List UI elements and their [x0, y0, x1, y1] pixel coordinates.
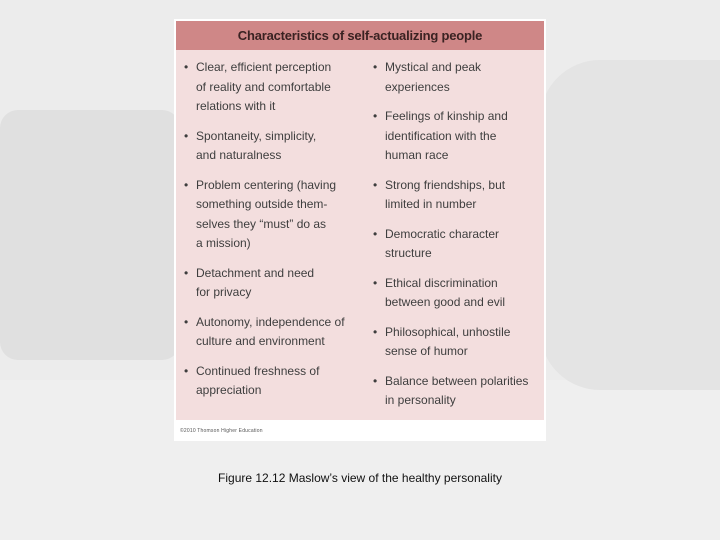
copyright-notice: ©2010 Thomson Higher Education	[180, 428, 263, 434]
list-item	[184, 362, 362, 401]
characteristics-panel	[176, 21, 544, 420]
bullet-icon: •	[373, 109, 378, 123]
bullet-icon: •	[184, 60, 189, 74]
item-text: Ethical discrimination between good and evil	[385, 275, 506, 309]
list-item	[184, 58, 362, 117]
bullet-icon: •	[373, 275, 378, 290]
background-shape-right	[540, 60, 720, 390]
figure-image	[174, 19, 546, 441]
right-column	[373, 58, 538, 411]
item-text: Problem centering (having something outside them- selves they “must” do as a mission)	[196, 177, 337, 250]
list-item	[184, 127, 362, 166]
item-text: Autonomy, independence of culture and environment	[196, 314, 345, 348]
list-item	[373, 58, 538, 97]
background-shape-left	[0, 110, 180, 360]
panel-header: Characteristics of self-actualizing people	[176, 21, 544, 50]
list-item	[373, 176, 538, 215]
item-text: Continued freshness of appreciation	[196, 363, 320, 397]
list-item	[184, 264, 362, 303]
bullet-icon: •	[184, 363, 189, 378]
item-text: Detachment and need for privacy	[196, 265, 315, 299]
bullet-icon: •	[373, 324, 378, 339]
bullet-icon: •	[373, 226, 378, 241]
item-text: Balance between polarities in personality	[385, 373, 529, 407]
left-column	[184, 58, 362, 401]
item-text: Clear, efficient perception of reality and comfortable relations with it	[196, 60, 332, 113]
list-item	[373, 107, 538, 166]
item-text: Strong friendships, but limited in number	[385, 177, 506, 211]
list-item	[373, 225, 538, 264]
list-item	[373, 372, 538, 411]
bullet-icon: •	[373, 60, 378, 74]
list-item	[373, 274, 538, 313]
item-text: Democratic character structure	[385, 226, 500, 260]
item-text: Philosophical, unhostile sense of humor	[385, 324, 511, 358]
list-item	[184, 313, 362, 352]
figure-caption: Figure 12.12 Maslow’s view of the healthy personality	[218, 471, 502, 485]
item-text: Spontaneity, simplicity, and naturalness	[196, 128, 317, 162]
item-text: Feelings of kinship and identification with the human race	[385, 109, 508, 162]
list-item	[184, 176, 362, 254]
bullet-icon: •	[373, 373, 378, 388]
bullet-icon: •	[373, 177, 378, 192]
bullet-icon: •	[184, 128, 189, 143]
bullet-icon: •	[184, 265, 189, 280]
bullet-icon: •	[184, 314, 189, 329]
item-text: Mystical and peak experiences	[385, 60, 482, 94]
bullet-icon: •	[184, 177, 189, 192]
list-item	[373, 323, 538, 362]
